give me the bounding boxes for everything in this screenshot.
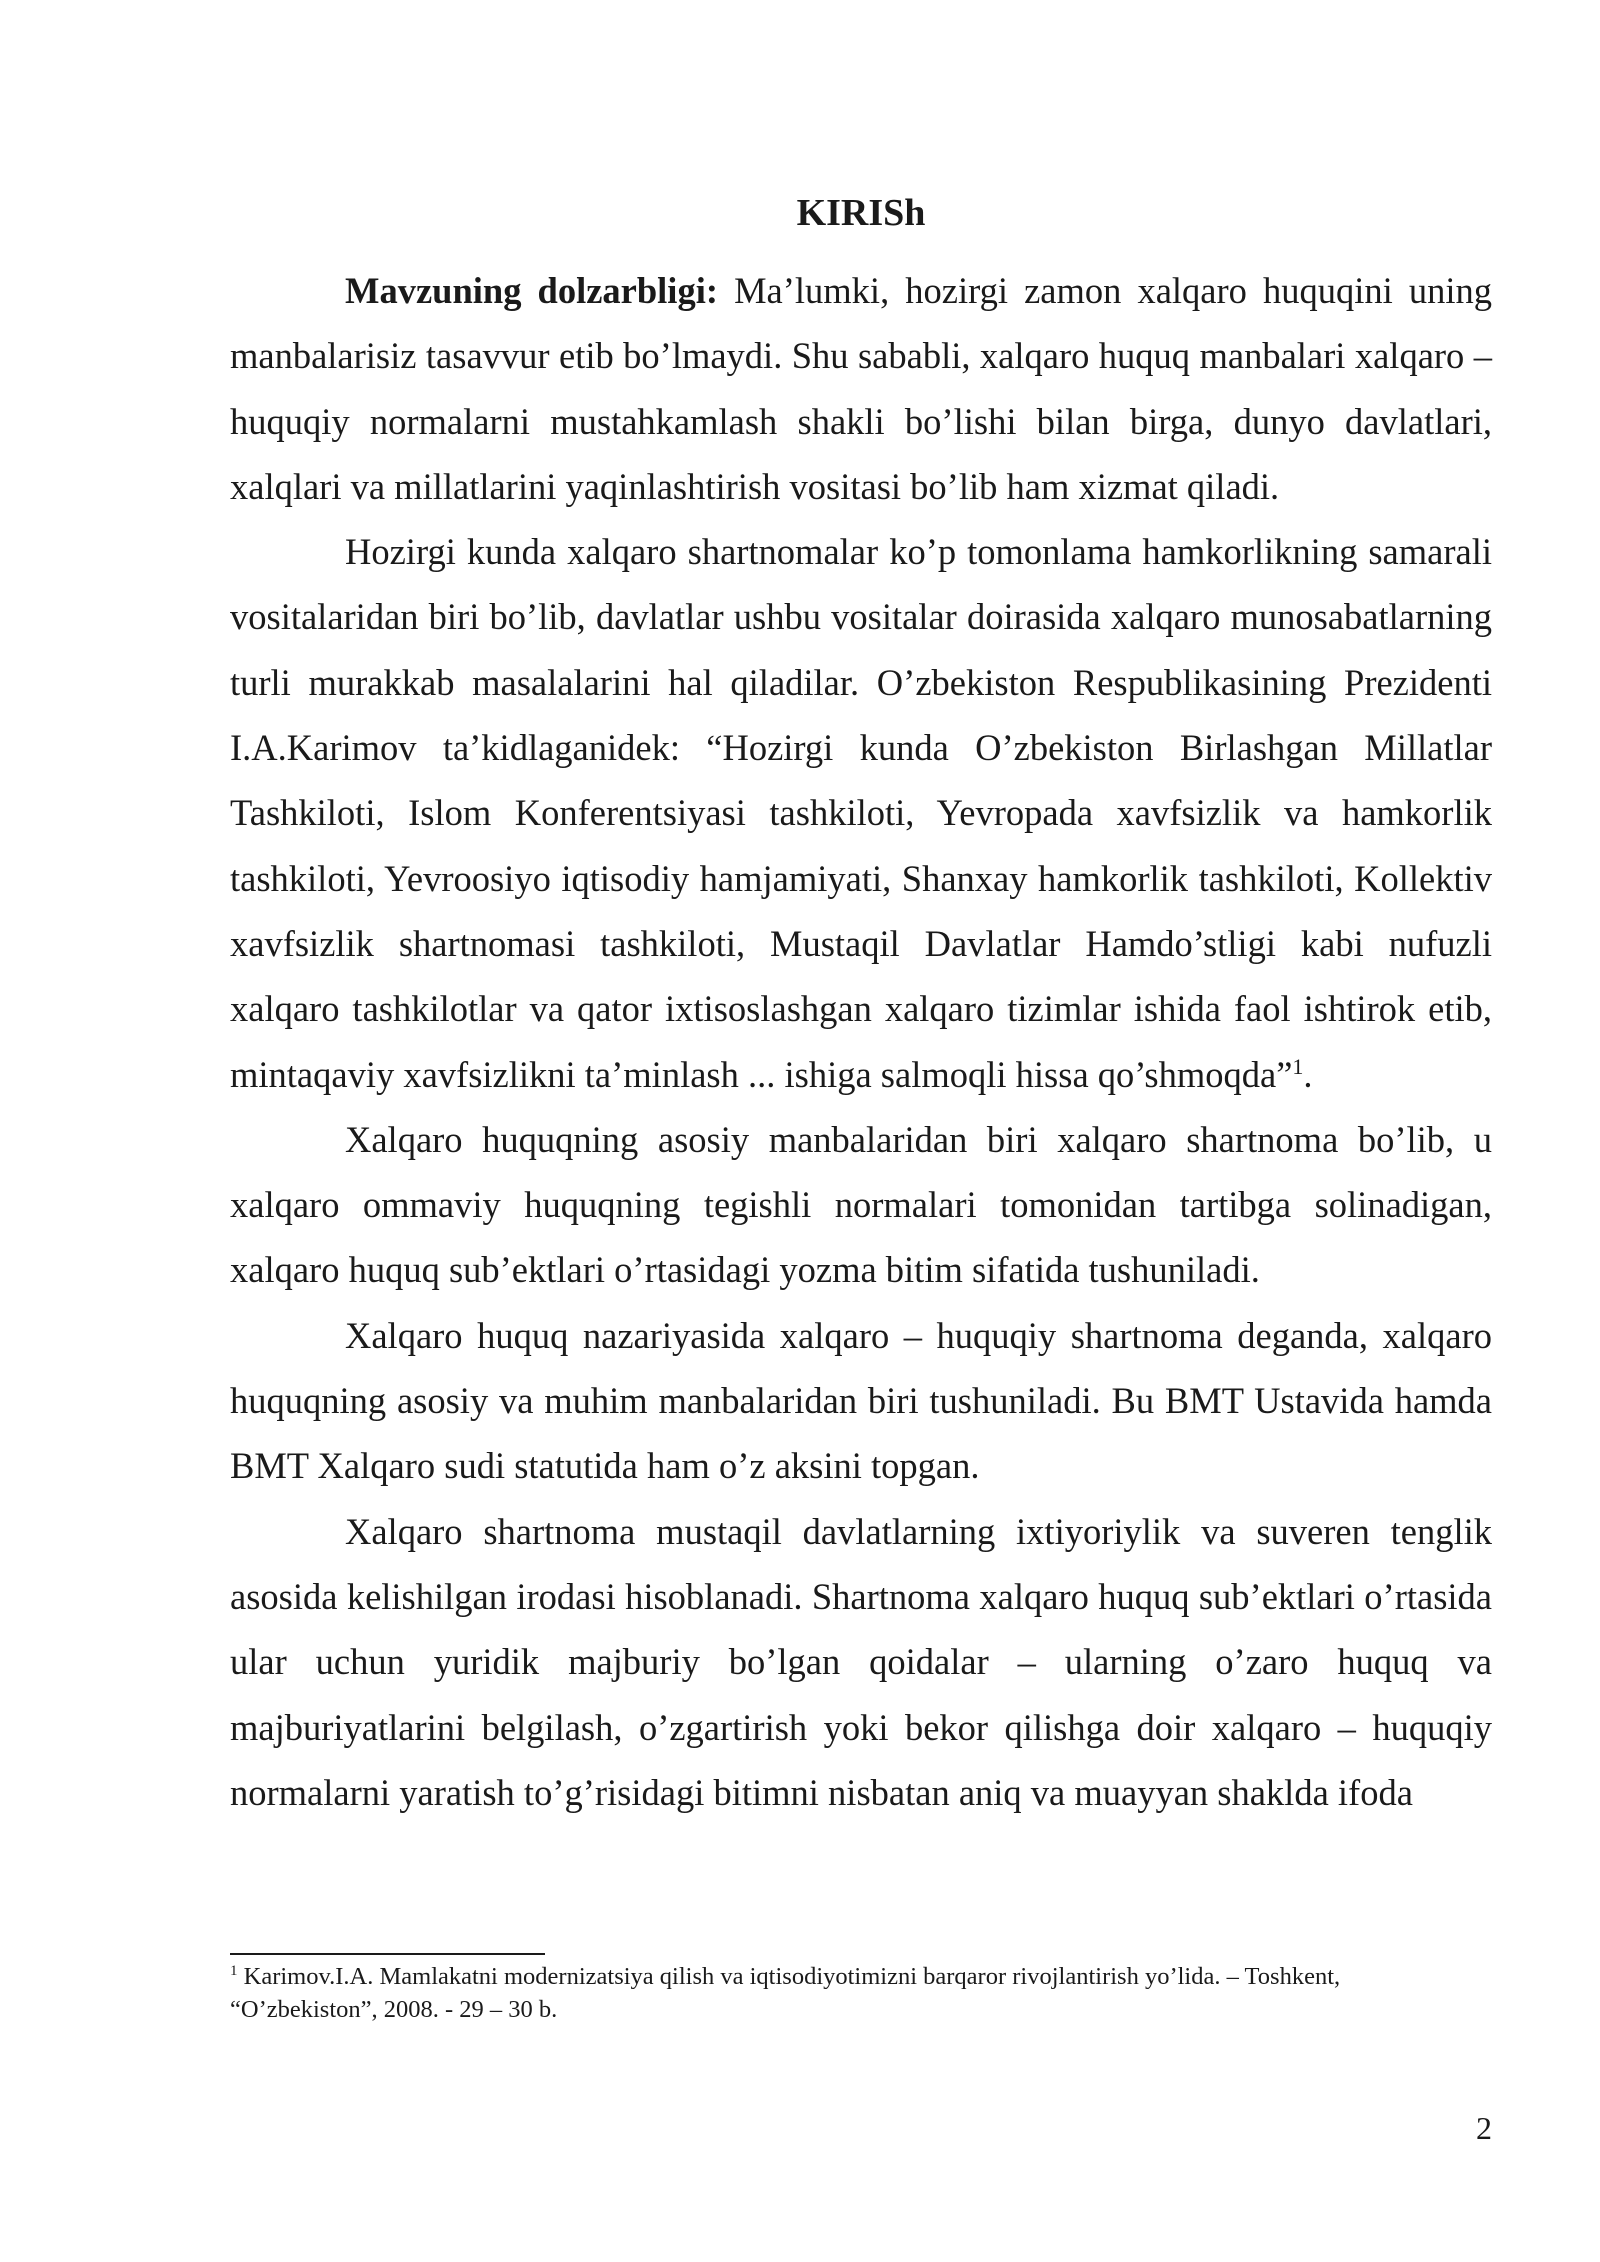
paragraph-treaty-definition: Xalqaro shartnoma mustaqil davlatlarning ixtiyoriylik va suveren tenglik asosida kelishilgan irodasi hisoblanadi. Shartnoma xalqaro huquq sub’ektlari o’rtasida ular uchun yuridik majburiy bo’lgan qoidalar – ularning o’zaro huquq va majburiyatlarini belgilash, o’zgartirish yoki bekor qilishga doir xalqaro – huquqiy normalarni yaratish to’g’risidagi bitimni nisbatan aniq va muayyan shakldа ifoda	[230, 1510, 1492, 1813]
footnote-number: 1	[230, 1962, 238, 1979]
footnote-separator	[230, 1953, 545, 1955]
paragraph-treaties	[230, 519, 1492, 1107]
paragraph-theory: Xalqaro huquq nazariyasida xalqaro – huquqiy shartnoma deganda, xalqaro huquqning asosiy va muhim manbalaridan biri tushuniladi. Bu BMT Ustavida hamda BMT Xalqaro sudi statutida ham o’z aksini topgan.	[230, 1314, 1492, 1487]
paragraph-relevance	[230, 258, 1492, 519]
footnote	[230, 1960, 1492, 2026]
paragraph-text: Hozirgi kunda xalqaro shartnomalar ko’p tomonlama hamkorlikning samarali vositalaridan biri bo’lib, davlatlar ushbu vositalar doirasida xalqaro munosabatlarning turli murakkab masalalarini hal qiladilar. O’zbekiston Respublikasining Prezidenti I.A.Karimov ta’kidlaganidek: “Hozirgi kunda O’zbekiston Birlashgan Millatlar Tashkiloti, Islom Konferentsiyasi tashkiloti, Yevropada xavfsizlik va hamkorlik tashkiloti, Yevroosiyo iqtisodiy hamjamiyati, Shanxay hamkorlik tashkiloti, Kollektiv xavfsizlik shartnomasi tashkiloti, Mustaqil Davlatlar Hamdo’stligi kabi nufuzli xalqaro tashkilotlar va qator ixtisoslashgan xalqaro tizimlar ishida faol ishtirok etib, mintaqaviy xavfsizlikni ta’minlash ... ishiga salmoqli hissa qo’shmoqda”	[230, 531, 1492, 1095]
paragraph-end: .	[1303, 1053, 1313, 1095]
paragraph-sources: Xalqaro huquqning asosiy manbalaridan biri xalqaro shartnoma bo’lib, u xalqaro ommaviy huquqning tegishli normalari tomonidan tartibga solinadigan, xalqaro huquq sub’ektlari o’rtasidagi yozma bitim sifatida tushuniladi.	[230, 1118, 1492, 1291]
body-text	[230, 258, 1492, 1825]
page-number: 2	[1476, 2110, 1492, 2146]
footnote-text: Karimov.I.A. Mamlakatni modernizatsiya qilish va iqtisodiyotimizni barqaror rivojlantirish yo’lida. – Toshkent, “O’zbekiston”, 2008. - 29 – 30 b.	[230, 1963, 1341, 2023]
paragraph-text: Ma’lumki, hozirgi zamon xalqaro huquqini uning manbalarisiz tasavvur etib bo’lmaydi. Shu sababli, xalqaro huquq manbalari xalqaro – huquqiy normalarni mustahkamlash shakli bo’lishi bilan birga, dunyo davlatlari, xalqlari va millatlarini yaqinlashtirish vositasi bo’lib ham xizmat qiladi.	[230, 270, 1492, 507]
footnote-reference[interactable]: 1	[1292, 1053, 1304, 1079]
page-title: KIRISh	[796, 192, 926, 234]
paragraph-lead: Mavzuning dolzarbligi:	[345, 270, 718, 311]
